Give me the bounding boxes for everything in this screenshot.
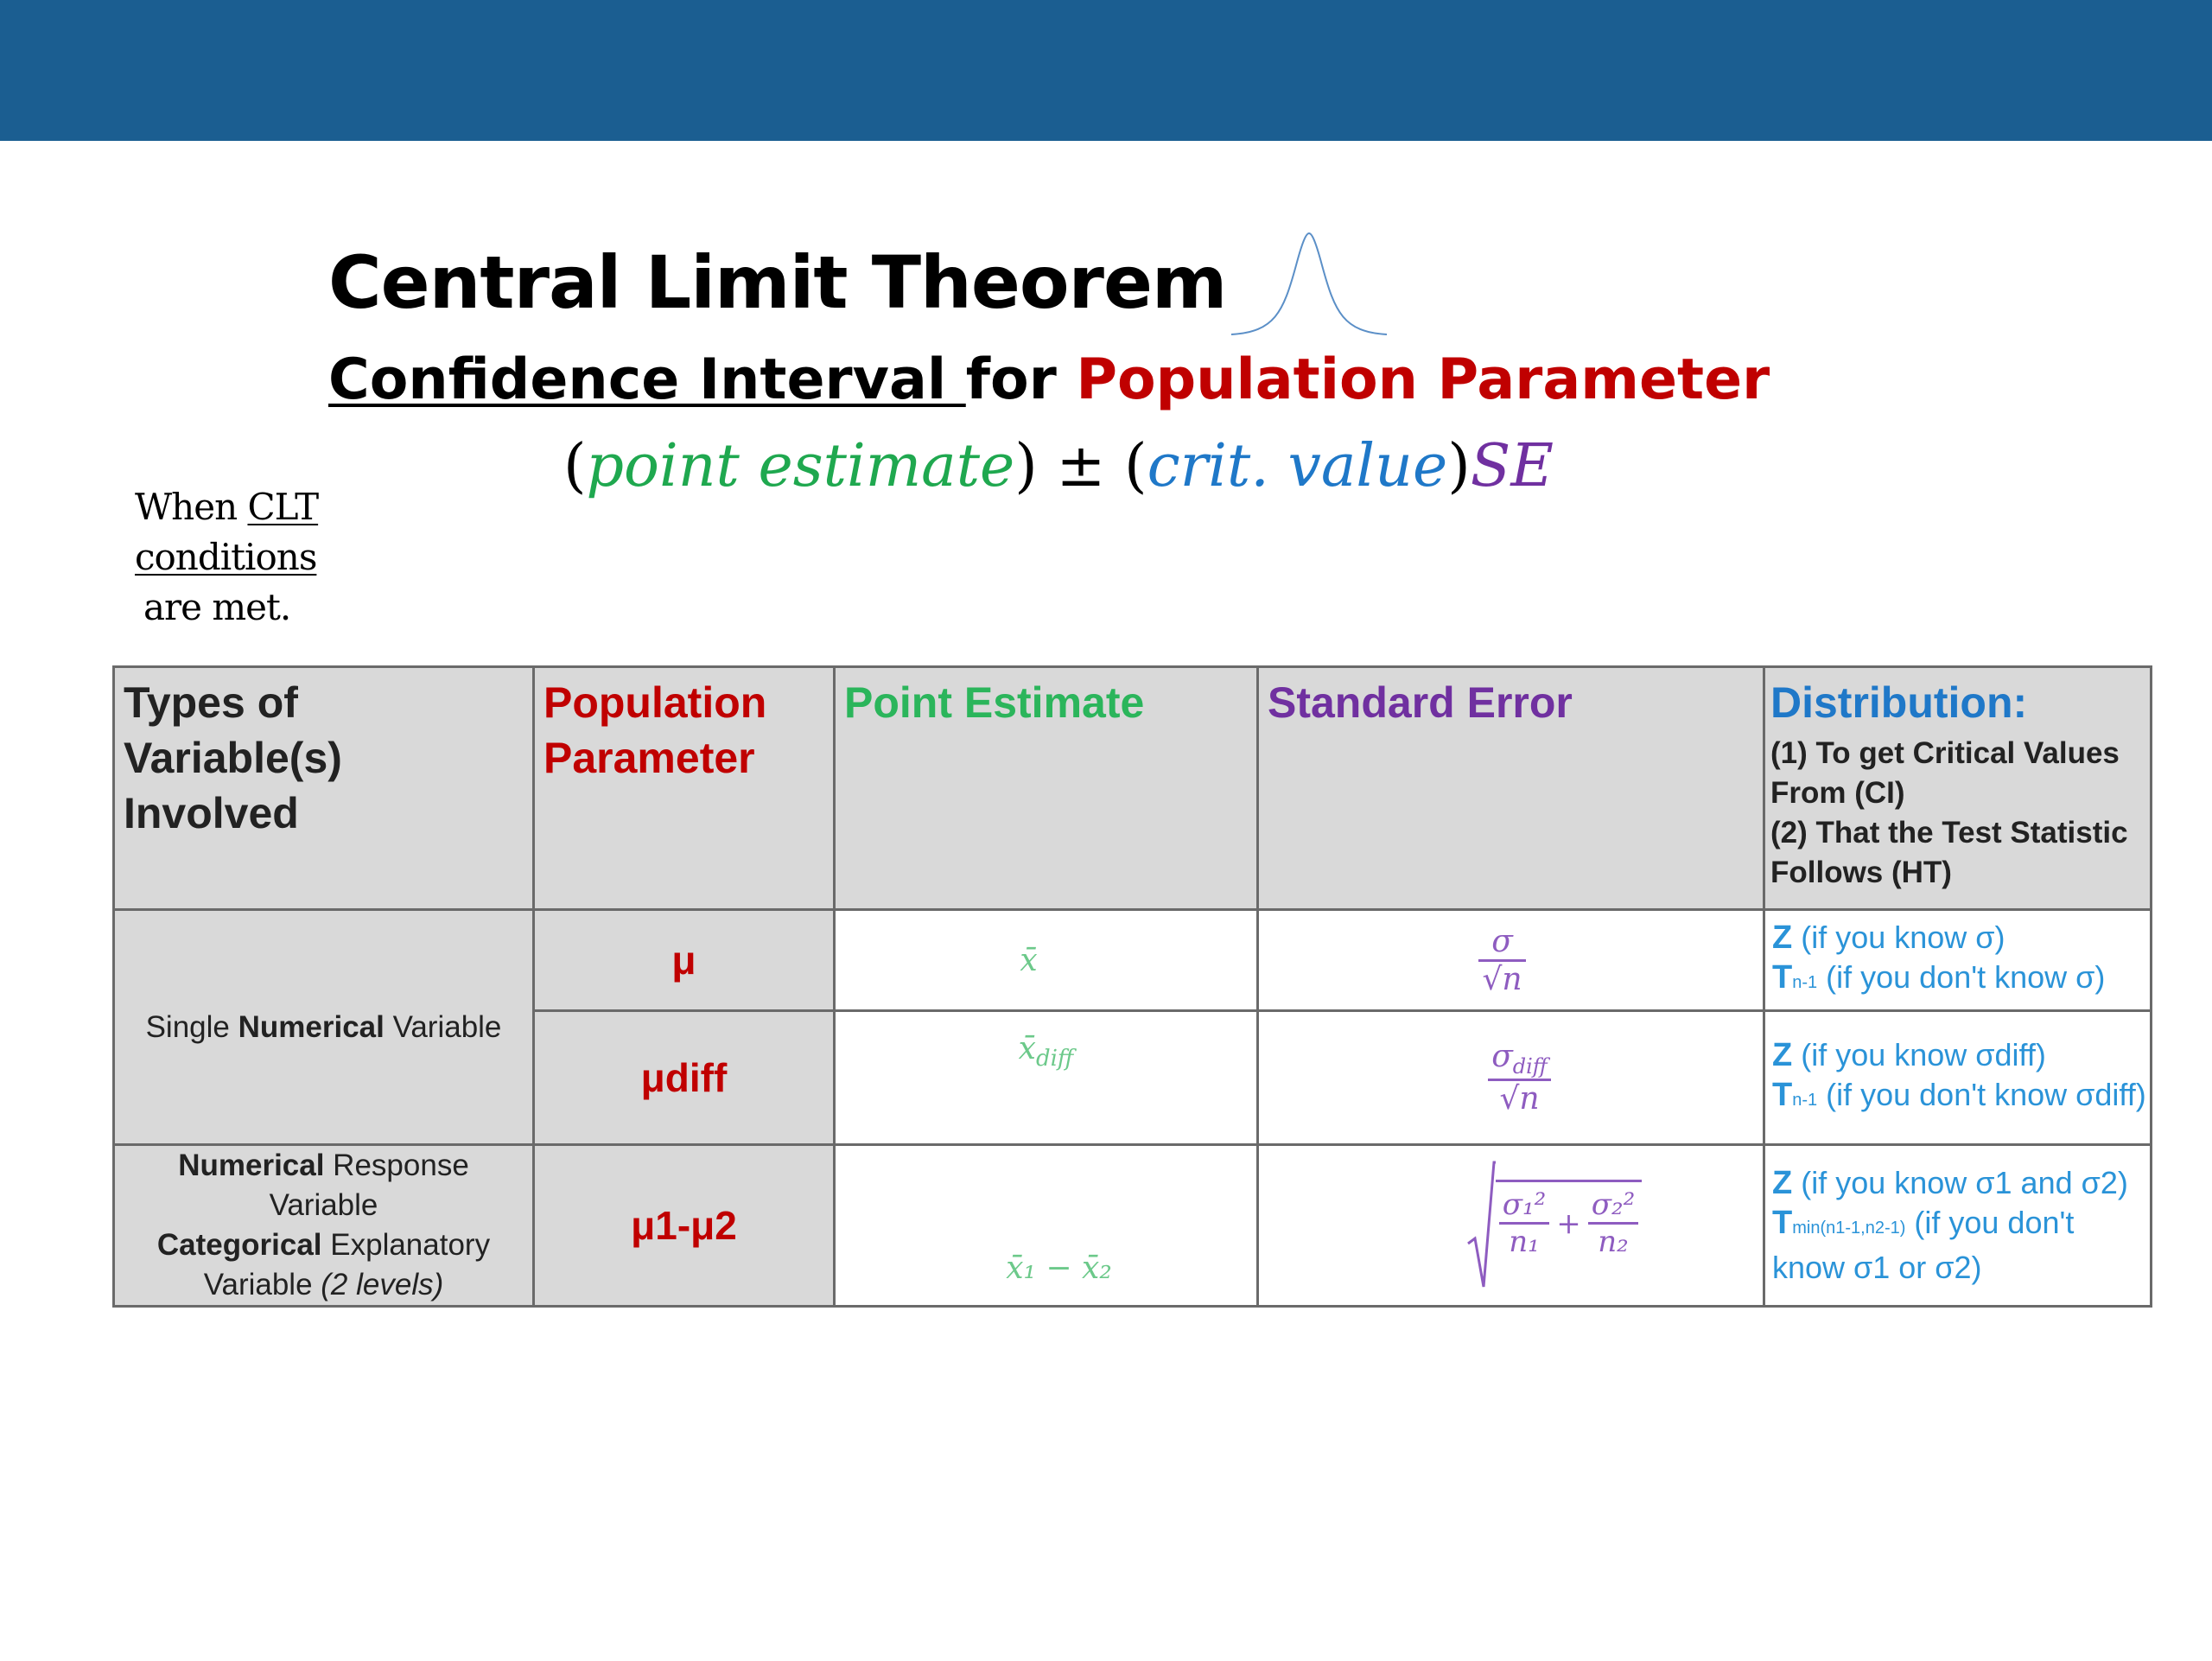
pe-main: x̄ (1018, 1031, 1036, 1066)
sqrt-sign (1466, 1159, 1496, 1289)
header-point-estimate (835, 667, 1258, 910)
header-distribution (1764, 667, 2152, 910)
cell-text-bold: Numerical (178, 1149, 325, 1182)
clt-conditions-note (135, 482, 342, 633)
formula-point-estimate: point estimate (586, 432, 1015, 500)
note-met: are met. (143, 586, 291, 628)
se-denominator: √n (1482, 961, 1522, 997)
clt-table (112, 665, 2152, 1308)
dist-t-text: (if you don't know σ) (1817, 959, 2106, 995)
cell-text-bold: Categorical (156, 1228, 322, 1262)
header-distribution-label: Distribution: (1770, 678, 2028, 727)
subtitle-red: Population Parameter (1076, 347, 1770, 412)
formula-paren: ) (1014, 432, 1038, 500)
cell-text: Variable (384, 1009, 502, 1044)
dist-two-sample (1764, 1145, 2152, 1307)
cell-text: Response (324, 1149, 469, 1182)
header-point-estimate-label: Point Estimate (844, 678, 1145, 727)
table-row (114, 910, 2152, 1011)
formula-paren: ) (1447, 432, 1471, 500)
formula-crit-value: crit. value (1147, 432, 1448, 500)
page-title: Central Limit Theorem (328, 240, 1227, 325)
se-a-numerator: σ₁² (1499, 1187, 1549, 1225)
se-sigma-over-root-n (1258, 910, 1764, 1011)
table-header-row (114, 667, 2152, 910)
cell-text: Variable (203, 1268, 321, 1301)
cell-text: Explanatory (321, 1228, 491, 1262)
dist-z-text: (if you know σ1 and σ2) (1792, 1165, 2128, 1200)
header-distribution-sub2: (2) That the Test Statistic Follows (HT) (1770, 816, 2128, 889)
dist-z-text: (if you know σdiff) (1792, 1037, 2046, 1072)
header-distribution-sub1: (1) To get Critical Values From (CI) (1770, 736, 2120, 810)
se-denominator: √n (1499, 1081, 1540, 1117)
pe-xbar-diff (835, 1011, 1258, 1145)
param-mu1-mu2: μ1-μ2 (534, 1145, 835, 1307)
se-plus: + (1556, 1206, 1581, 1241)
header-parameter-label: Population Parameter (543, 678, 767, 782)
formula-paren: ( (1124, 432, 1147, 500)
dist-z: Z (1772, 920, 1793, 956)
single-numerical-cell (114, 910, 534, 1145)
table-row (114, 1145, 2152, 1307)
param-mu: μ (534, 910, 835, 1011)
dist-z-text: (if you know σ) (1792, 920, 2005, 955)
se-b-denominator: n₂ (1598, 1225, 1629, 1259)
top-banner (0, 0, 2212, 141)
se-numerator: σ (1491, 1038, 1513, 1074)
subtitle (328, 347, 1770, 412)
se-a-denominator: n₁ (1509, 1225, 1540, 1259)
dist-z: Z (1772, 1165, 1793, 1201)
dist-single (1764, 910, 2152, 1011)
se-b-numerator: σ₂² (1588, 1187, 1638, 1225)
pe-sub: diff (1035, 1046, 1074, 1072)
se-numerator: σ (1478, 924, 1525, 962)
formula-plus-minus: ± (1037, 432, 1125, 500)
header-types (114, 667, 534, 910)
dist-z: Z (1772, 1037, 1793, 1073)
pe-xbar1-minus-xbar2: x̄₁ − x̄₂ (835, 1145, 1258, 1307)
two-sample-cell (114, 1145, 534, 1307)
dist-t: T (1772, 1205, 1793, 1241)
formula-paren: ( (563, 432, 587, 500)
bell-curve-icon (1227, 226, 1391, 339)
formula-se: SE (1470, 432, 1554, 500)
dist-t-sub: n-1 (1792, 1091, 1818, 1110)
cell-text-bold: Numerical (238, 1009, 385, 1044)
se-sigma-diff-over-root-n (1258, 1011, 1764, 1145)
dist-paired (1764, 1011, 2152, 1145)
se-numerator-sub: diff (1512, 1054, 1548, 1079)
se-two-sample (1258, 1145, 1764, 1307)
subtitle-underlined: Confidence Interval (328, 347, 966, 412)
dist-t: T (1772, 959, 1793, 996)
dist-t-text: (if you don't know σdiff) (1817, 1077, 2146, 1112)
note-clt: CLT (247, 486, 319, 528)
header-standard-error-label: Standard Error (1268, 678, 1573, 727)
header-types-label: Types of Variable(s) Involved (124, 678, 342, 837)
dist-t-sub: min(n1-1,n2-1) (1792, 1219, 1906, 1238)
ci-formula (563, 432, 1554, 500)
dist-t-text: (if you don't know σ1 or σ2) (1772, 1205, 2075, 1285)
note-text: When (135, 486, 248, 528)
cell-text: Variable (269, 1188, 378, 1222)
dist-t: T (1772, 1077, 1793, 1113)
subtitle-mid: for (965, 347, 1077, 412)
note-conditions: conditions (135, 536, 317, 578)
dist-t-sub: n-1 (1792, 973, 1818, 992)
header-standard-error (1258, 667, 1764, 910)
cell-text: Single (145, 1009, 238, 1044)
cell-text-italic: (2 levels) (321, 1268, 444, 1301)
header-parameter (534, 667, 835, 910)
pe-xbar: x̄ (835, 910, 1258, 1011)
param-mudiff: μdiff (534, 1011, 835, 1145)
